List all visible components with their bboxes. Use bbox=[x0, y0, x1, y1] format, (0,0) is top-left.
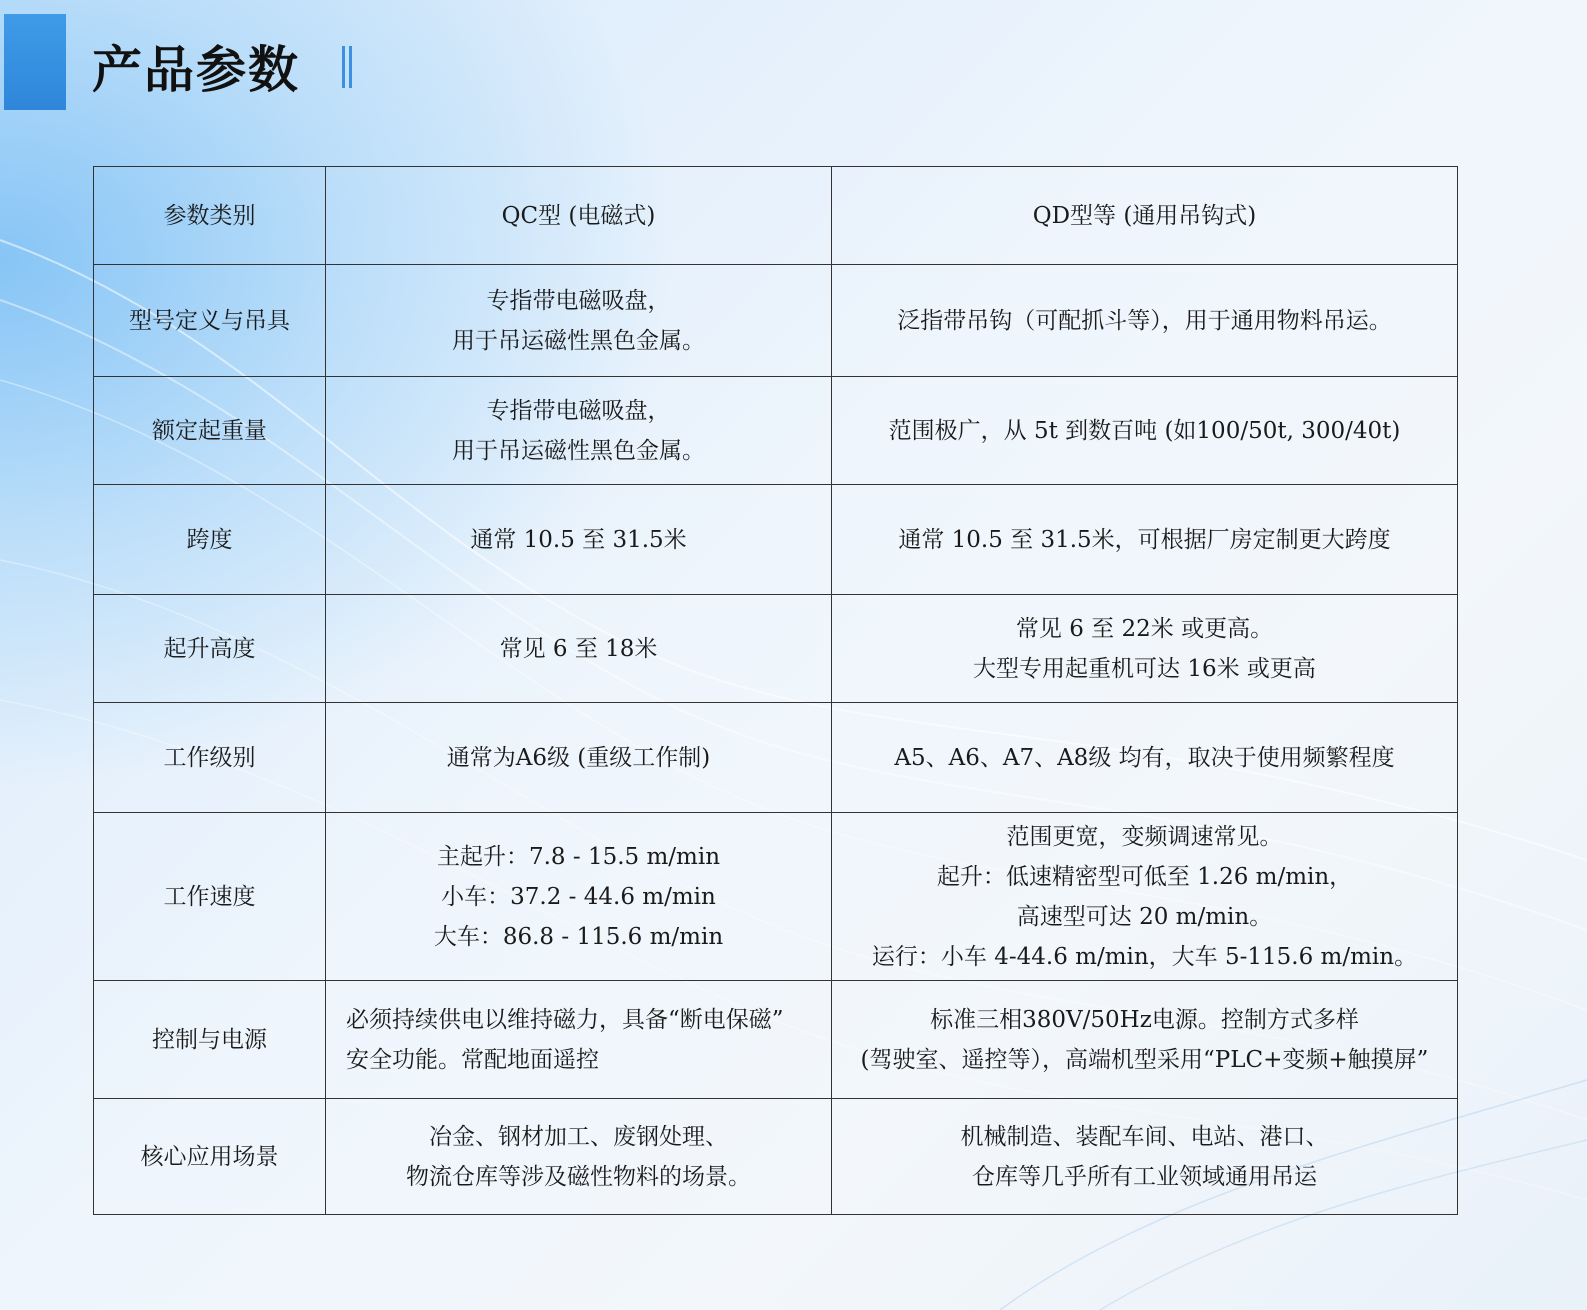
qc-text-line: 常见 6 至 18米 bbox=[499, 635, 658, 662]
title-accent-block bbox=[4, 14, 66, 110]
qc-text-line: 专指带电磁吸盘， bbox=[486, 397, 671, 424]
qc-text-line: 通常为A6级 (重级工作制) bbox=[446, 744, 711, 771]
qc-text-line: 专指带电磁吸盘， bbox=[486, 287, 671, 314]
parameter-table bbox=[93, 166, 1458, 1215]
table-row bbox=[94, 485, 1458, 595]
qc-text-line: 大车：86.8 - 115.6 m/min bbox=[433, 923, 724, 950]
row-qc-cell bbox=[326, 595, 832, 703]
row-category-cell: 工作级别 bbox=[94, 703, 326, 813]
row-qc-cell bbox=[326, 485, 832, 595]
row-qd-cell bbox=[832, 813, 1458, 981]
title-decoration-bars bbox=[342, 46, 352, 88]
qc-text-line: 冶金、钢材加工、废钢处理、 bbox=[429, 1123, 728, 1150]
qc-text-line: 物流仓库等涉及磁性物料的场景。 bbox=[406, 1163, 751, 1190]
row-qd-cell bbox=[832, 265, 1458, 377]
row-qc-cell bbox=[326, 813, 832, 981]
qc-text-line: 小车：37.2 - 44.6 m/min bbox=[441, 883, 716, 910]
qd-text-line: 范围极广，从 5t 到数百吨 (如100/50t, 300/40t) bbox=[888, 417, 1401, 444]
row-qc-cell bbox=[326, 377, 832, 485]
row-qc-cell bbox=[326, 265, 832, 377]
row-qc-cell bbox=[326, 1099, 832, 1215]
qd-text-line: 范围更宽，变频调速常见。 bbox=[1006, 823, 1283, 850]
header-cell-category: 参数类别 bbox=[94, 167, 326, 265]
row-category-cell: 起升高度 bbox=[94, 595, 326, 703]
table-row bbox=[94, 1099, 1458, 1215]
row-category-cell: 核心应用场景 bbox=[94, 1099, 326, 1215]
header-cell-qd: QD型等 (通用吊钩式) bbox=[832, 167, 1458, 265]
row-category-cell: 型号定义与吊具 bbox=[94, 265, 326, 377]
row-category-cell: 控制与电源 bbox=[94, 981, 326, 1099]
table-row bbox=[94, 981, 1458, 1099]
page-title: 产品参数 bbox=[92, 41, 300, 99]
row-qd-cell bbox=[832, 981, 1458, 1099]
row-qd-cell bbox=[832, 485, 1458, 595]
qd-text-line: 起升：低速精密型可低至 1.26 m/min， bbox=[936, 863, 1353, 890]
header-cell-qc: QC型 (电磁式) bbox=[326, 167, 832, 265]
qc-text-line: 主起升：7.8 - 15.5 m/min bbox=[436, 843, 721, 870]
qc-text-line: 用于吊运磁性黑色金属。 bbox=[452, 327, 705, 354]
table-header-row bbox=[94, 167, 1458, 265]
qd-text-line: 泛指带吊钩（可配抓斗等），用于通用物料吊运。 bbox=[897, 307, 1392, 334]
row-qd-cell bbox=[832, 1099, 1458, 1215]
row-qd-cell bbox=[832, 703, 1458, 813]
qc-text-line: 必须持续供电以维持磁力，具备“断电保磁” bbox=[346, 1006, 784, 1033]
row-category-cell: 额定起重量 bbox=[94, 377, 326, 485]
qd-text-line: 运行：小车 4-44.6 m/min，大车 5-115.6 m/min。 bbox=[871, 943, 1418, 970]
qd-text-line: A5、A6、A7、A8级 均有，取决于使用频繁程度 bbox=[894, 744, 1395, 771]
table-row bbox=[94, 813, 1458, 981]
row-qc-cell bbox=[326, 703, 832, 813]
row-qc-cell bbox=[326, 981, 832, 1099]
row-qd-cell bbox=[832, 377, 1458, 485]
qd-text-line: 标准三相380V/50Hz电源。控制方式多样 bbox=[930, 1006, 1359, 1033]
qc-text-line: 通常 10.5 至 31.5米 bbox=[470, 526, 687, 553]
qc-text-line: 安全功能。常配地面遥控 bbox=[346, 1046, 599, 1073]
qd-text-line: 仓库等几乎所有工业领域通用吊运 bbox=[972, 1163, 1317, 1190]
table-row bbox=[94, 265, 1458, 377]
qd-text-line: 机械制造、装配车间、电站、港口、 bbox=[960, 1123, 1329, 1150]
qd-text-line: 常见 6 至 22米 或更高。 bbox=[1015, 615, 1274, 642]
table-row bbox=[94, 595, 1458, 703]
table-row bbox=[94, 377, 1458, 485]
qd-text-line: 大型专用起重机可达 16米 或更高 bbox=[973, 655, 1316, 682]
table-row bbox=[94, 703, 1458, 813]
row-category-cell: 工作速度 bbox=[94, 813, 326, 981]
qd-text-line: 高速型可达 20 m/min。 bbox=[1016, 903, 1273, 930]
row-category-cell: 跨度 bbox=[94, 485, 326, 595]
qd-text-line: (驾驶室、遥控等），高端机型采用“PLC+变频+触摸屏” bbox=[860, 1046, 1429, 1073]
qd-text-line: 通常 10.5 至 31.5米，可根据厂房定制更大跨度 bbox=[898, 526, 1391, 553]
qc-text-line: 用于吊运磁性黑色金属。 bbox=[452, 437, 705, 464]
row-qd-cell bbox=[832, 595, 1458, 703]
